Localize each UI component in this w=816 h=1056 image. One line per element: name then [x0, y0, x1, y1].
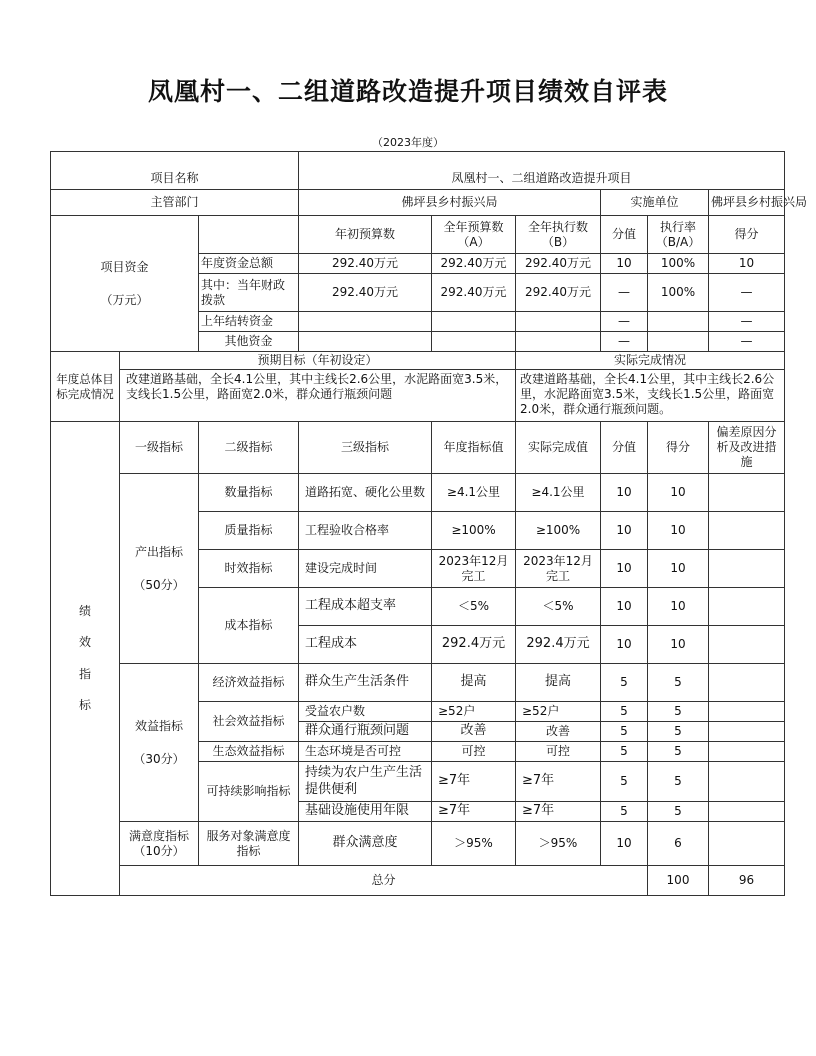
report-year: （2023年度） [372, 136, 444, 149]
funds-row-executed: 292.40万元 [516, 254, 601, 274]
perf-got: 5 [648, 802, 709, 822]
output-indicator-cell [120, 474, 199, 664]
funds-row-got: 10 [709, 254, 785, 274]
funds-row-got: — [709, 312, 785, 332]
output-indicator-name: 产出指标 [134, 544, 183, 559]
perf-lvl2: 成本指标 [199, 588, 299, 664]
perf-score: 5 [601, 762, 648, 802]
funds-row-executed [516, 332, 601, 352]
total-label: 总分 [120, 866, 648, 896]
perf-target: ＜5% [432, 588, 516, 626]
perf-note [709, 664, 785, 702]
perf-note [709, 626, 785, 664]
perf-target: ≥4.1公里 [432, 474, 516, 512]
perf-lvl3: 群众通行瓶颈问题 [299, 722, 432, 742]
perf-actual: 可控 [516, 742, 601, 762]
perf-side-char: 效 [78, 635, 91, 650]
perf-actual: 提高 [516, 664, 601, 702]
funds-row-score: — [601, 332, 648, 352]
perf-side-char: 指 [78, 666, 91, 681]
unit-label: 实施单位 [601, 190, 709, 216]
perf-header-lvl2: 二级指标 [199, 422, 299, 474]
funds-row-initial [299, 332, 432, 352]
perf-got: 10 [648, 512, 709, 550]
funds-row-initial [299, 312, 432, 332]
perf-score: 10 [601, 626, 648, 664]
perf-lvl2: 可持续影响指标 [199, 762, 299, 822]
perf-side-label [51, 422, 120, 896]
dept-label: 主管部门 [51, 190, 299, 216]
funds-row-got: — [709, 332, 785, 352]
perf-target: 292.4万元 [432, 626, 516, 664]
perf-side-char: 绩 [78, 604, 91, 619]
perf-target: ≥52户 [432, 702, 516, 722]
perf-lvl2: 生态效益指标 [199, 742, 299, 762]
funds-header-annual: 全年预算数（A） [432, 216, 516, 254]
perf-target: 2023年12月完工 [432, 550, 516, 588]
perf-score: 10 [601, 550, 648, 588]
perf-note [709, 802, 785, 822]
funds-row-annual: 292.40万元 [432, 254, 516, 274]
perf-target: ≥7年 [432, 762, 516, 802]
perf-score: 5 [601, 664, 648, 702]
perf-got: 5 [648, 722, 709, 742]
perf-lvl2: 社会效益指标 [199, 702, 299, 742]
perf-lvl3: 工程成本超支率 [299, 588, 432, 626]
total-score: 100 [648, 866, 709, 896]
perf-actual: 2023年12月完工 [516, 550, 601, 588]
perf-score: 10 [601, 512, 648, 550]
perf-header-target: 年度指标值 [432, 422, 516, 474]
perf-got: 5 [648, 702, 709, 722]
perf-target: 可控 [432, 742, 516, 762]
perf-lvl3: 道路拓宽、硬化公里数 [299, 474, 432, 512]
funds-row-got: — [709, 274, 785, 312]
perf-score: 5 [601, 802, 648, 822]
perf-target: 提高 [432, 664, 516, 702]
unit-value: 佛坪县乡村振兴局 [709, 190, 785, 216]
perf-got: 5 [648, 742, 709, 762]
perf-lvl3: 群众生产生活条件 [299, 664, 432, 702]
benefit-indicator-cell [120, 664, 199, 822]
funds-header-score: 分值 [601, 216, 648, 254]
funds-row-name: 其中：当年财政拨款 [199, 274, 299, 312]
perf-target: 改善 [432, 722, 516, 742]
perf-lvl3: 群众满意度 [299, 822, 432, 866]
perf-got: 10 [648, 474, 709, 512]
funds-row-score: — [601, 274, 648, 312]
funds-row-rate: 100% [648, 274, 709, 312]
benefit-indicator-name: 效益指标 [134, 718, 183, 733]
funds-row-annual [432, 312, 516, 332]
perf-score: 5 [601, 702, 648, 722]
satisfaction-indicator-name: 满意度指标（10分） [120, 822, 199, 866]
perf-actual: 改善 [516, 722, 601, 742]
perf-actual: ＜5% [516, 588, 601, 626]
perf-lvl2: 经济效益指标 [199, 664, 299, 702]
perf-got: 5 [648, 762, 709, 802]
funds-row-annual [432, 332, 516, 352]
funds-header-initial: 年初预算数 [299, 216, 432, 254]
funds-row-name: 其他资金 [199, 332, 299, 352]
perf-lvl3: 工程验收合格率 [299, 512, 432, 550]
funds-row-annual: 292.40万元 [432, 274, 516, 312]
funds-label-cell [51, 216, 199, 352]
funds-row-initial: 292.40万元 [299, 254, 432, 274]
perf-target: ＞95% [432, 822, 516, 866]
project-name-value: 凤凰村一、二组道路改造提升项目 [299, 152, 785, 190]
perf-lvl2: 时效指标 [199, 550, 299, 588]
funds-row-executed: 292.40万元 [516, 274, 601, 312]
perf-note [709, 762, 785, 802]
perf-note [709, 588, 785, 626]
goals-expected-header: 预期目标（年初设定） [120, 352, 516, 370]
perf-lvl2: 服务对象满意度指标 [199, 822, 299, 866]
goals-actual-header: 实际完成情况 [516, 352, 785, 370]
perf-header-actual: 实际完成值 [516, 422, 601, 474]
perf-lvl3: 持续为农户生产生活提供便利 [299, 762, 432, 802]
perf-note [709, 474, 785, 512]
perf-actual: ＞95% [516, 822, 601, 866]
performance-table [50, 151, 808, 896]
benefit-indicator-points: （30分） [133, 751, 185, 766]
perf-lvl3: 基础设施使用年限 [299, 802, 432, 822]
perf-target: ≥7年 [432, 802, 516, 822]
document-title: 凤凰村一、二组道路改造提升项目绩效自评表 [147, 77, 668, 106]
perf-actual: ≥52户 [516, 702, 601, 722]
perf-score: 10 [601, 474, 648, 512]
goals-expected-text: 改建道路基础，全长4.1公里，其中主线长2.6公里，水泥路面宽3.5米，支线长1.5公里，路面宽2.0米，群众通行瓶颈问题 [120, 370, 516, 422]
perf-note [709, 550, 785, 588]
perf-lvl2: 数量指标 [199, 474, 299, 512]
perf-header-lvl1: 一级指标 [120, 422, 199, 474]
perf-score: 10 [601, 588, 648, 626]
funds-header-blank [199, 216, 299, 254]
perf-got: 10 [648, 588, 709, 626]
perf-header-note: 偏差原因分析及改进措施 [709, 422, 785, 474]
perf-got: 10 [648, 626, 709, 664]
total-got: 96 [709, 866, 785, 896]
goals-label: 年度总体目标完成情况 [51, 352, 120, 422]
perf-target: ≥100% [432, 512, 516, 550]
funds-header-got: 得分 [709, 216, 785, 254]
perf-lvl2: 质量指标 [199, 512, 299, 550]
perf-note [709, 512, 785, 550]
perf-actual: ≥7年 [516, 802, 601, 822]
perf-lvl3: 工程成本 [299, 626, 432, 664]
perf-header-got: 得分 [648, 422, 709, 474]
perf-score: 5 [601, 722, 648, 742]
funds-row-rate: 100% [648, 254, 709, 274]
perf-actual: ≥100% [516, 512, 601, 550]
perf-got: 5 [648, 664, 709, 702]
perf-got: 10 [648, 550, 709, 588]
perf-note [709, 722, 785, 742]
funds-label: 项目资金 [100, 259, 149, 274]
funds-row-rate [648, 312, 709, 332]
funds-row-name: 上年结转资金 [199, 312, 299, 332]
funds-row-rate [648, 332, 709, 352]
project-name-label: 项目名称 [51, 152, 299, 190]
perf-actual: 292.4万元 [516, 626, 601, 664]
output-indicator-points: （50分） [133, 577, 185, 592]
perf-actual: ≥7年 [516, 762, 601, 802]
perf-got: 6 [648, 822, 709, 866]
funds-row-name: 年度资金总额 [199, 254, 299, 274]
perf-header-score: 分值 [601, 422, 648, 474]
perf-score: 10 [601, 822, 648, 866]
perf-score: 5 [601, 742, 648, 762]
perf-note [709, 702, 785, 722]
perf-note [709, 822, 785, 866]
funds-row-executed [516, 312, 601, 332]
funds-unit: （万元） [100, 292, 149, 307]
perf-note [709, 742, 785, 762]
funds-row-score: — [601, 312, 648, 332]
perf-lvl3: 建设完成时间 [299, 550, 432, 588]
dept-value: 佛坪县乡村振兴局 [299, 190, 601, 216]
funds-header-executed: 全年执行数（B） [516, 216, 601, 254]
perf-lvl3: 生态环境是否可控 [299, 742, 432, 762]
goals-actual-text: 改建道路基础，全长4.1公里，其中主线长2.6公里，水泥路面宽3.5米，支线长1.5公里，路面宽2.0米，群众通行瓶颈问题。 [516, 370, 785, 422]
funds-row-score: 10 [601, 254, 648, 274]
funds-header-rate: 执行率（B/A） [648, 216, 709, 254]
perf-header-lvl3: 三级指标 [299, 422, 432, 474]
perf-actual: ≥4.1公里 [516, 474, 601, 512]
perf-lvl3: 受益农户数 [299, 702, 432, 722]
funds-row-initial: 292.40万元 [299, 274, 432, 312]
perf-side-char: 标 [78, 697, 91, 712]
